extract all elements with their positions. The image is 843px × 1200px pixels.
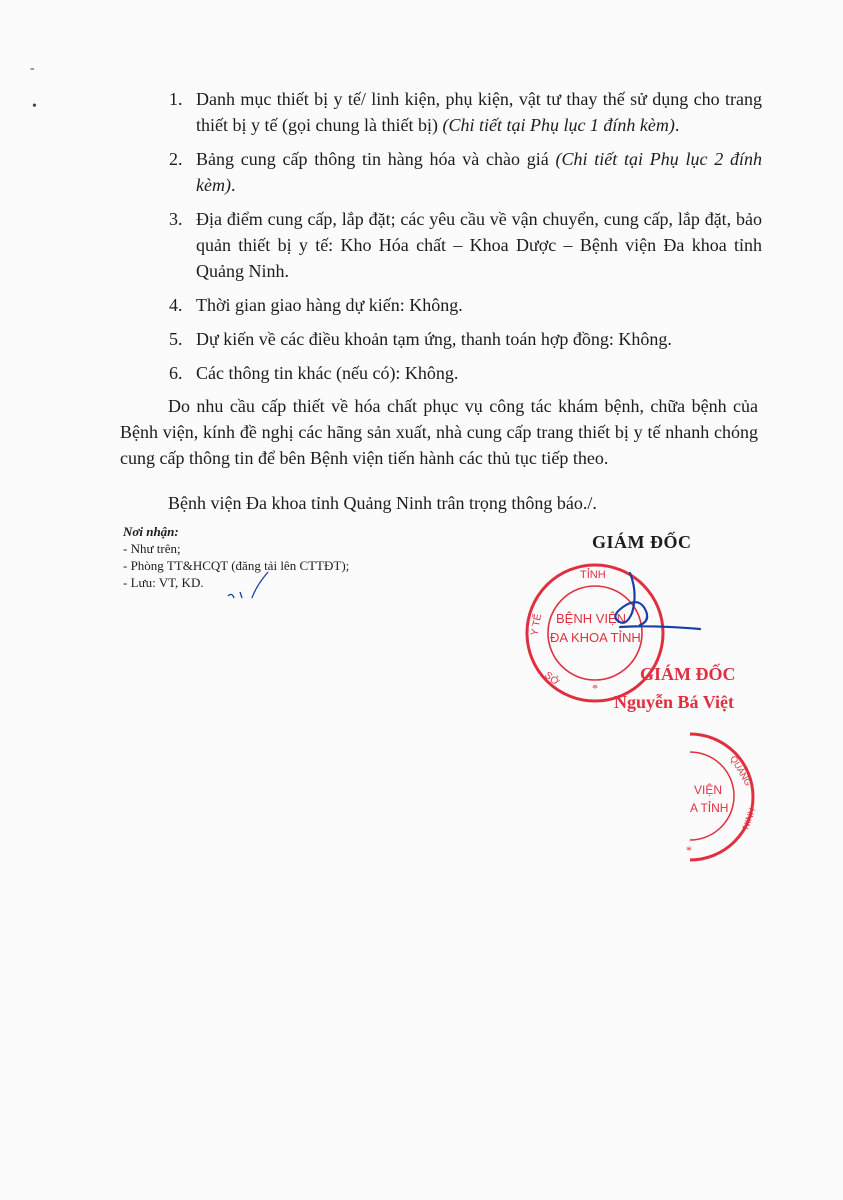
- seal-ring-text: Y TẾ: [529, 613, 545, 637]
- recipients-title: Nơi nhận:: [123, 524, 179, 539]
- seal-line: VIỆN: [694, 783, 723, 797]
- closing-paragraph: Bệnh viện Đa khoa tỉnh Quảng Ninh trân trọng thông báo./.: [168, 493, 597, 513]
- stamp-director-title: GIÁM ĐỐC: [640, 664, 736, 684]
- list-item: 6. Các thông tin khác (nếu có): Không.: [169, 363, 459, 383]
- seal-star: *: [592, 681, 598, 695]
- seal-ring-text: QUẢNG: [728, 754, 754, 788]
- request-paragraph: Do nhu cầu cấp thiết về hóa chất phục vụ công tác khám bệnh, chữa bệnh của Bệnh viện, kính đề nghị các hãng sản xuất, nhà cung cấp trang thiết bị y tế nhanh chóng cung cấp thông tin để bên Bệnh viện tiến hành các thủ tục tiếp theo.: [120, 396, 758, 468]
- recipient-line: - Phòng TT&HCQT (đăng tải lên CTTĐT);: [123, 558, 350, 573]
- signature-icon: [600, 565, 710, 655]
- list-item: 4. Thời gian giao hàng dự kiến: Không.: [169, 295, 463, 315]
- seal-line: BỆNH VIỆN: [556, 611, 627, 626]
- director-name: Nguyễn Bá Việt: [614, 692, 735, 712]
- seal-ring-text: NINH: [740, 806, 758, 831]
- list-item: 2. Bảng cung cấp thông tin hàng hóa và chào giá (Chi tiết tại Phụ lục 2 đính kèm).: [169, 149, 763, 195]
- recipient-line: - Như trên;: [123, 541, 181, 556]
- list-item: 1. Danh mục thiết bị y tế/ linh kiện, phụ kiện, vật tư thay thế sử dụng cho trang thiết bị y tế (gọi chung là thiết bị) (Chi tiết tại Phụ lục 1 đính kèm).: [169, 89, 762, 135]
- requirement-list: [162, 86, 762, 394]
- scan-mark: -: [30, 61, 35, 76]
- recipient-line: - Lưu: VT, KD.: [123, 575, 204, 590]
- list-item: 3. Địa điểm cung cấp, lắp đặt; các yêu cầu về vận chuyển, cung cấp, lắp đặt, bảo quản thiết bị y tế: Kho Hóa chất – Khoa Dược – Bệnh viện Đa khoa tỉnh Quảng Ninh.: [169, 209, 762, 281]
- seal-ring-text: SỞ: [542, 669, 561, 689]
- seal-line: ĐA KHOA TỈNH: [550, 630, 641, 645]
- list-item: 5. Dự kiến về các điều khoản tạm ứng, thanh toán hợp đồng: Không.: [169, 329, 672, 349]
- seal-ring-text: TỈNH: [580, 569, 606, 581]
- director-title: GIÁM ĐỐC: [592, 532, 692, 552]
- page-seal-icon: [660, 730, 770, 865]
- seal-line: A TỈNH: [690, 801, 729, 815]
- scan-mark: •: [32, 99, 37, 114]
- initial-mark-icon: [226, 570, 272, 604]
- seal-star: *: [686, 843, 692, 857]
